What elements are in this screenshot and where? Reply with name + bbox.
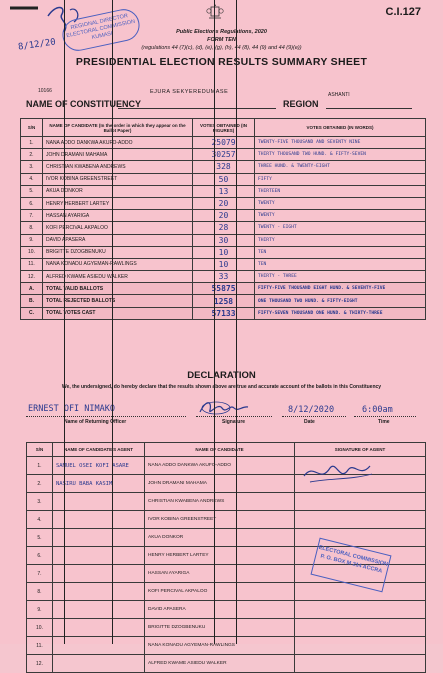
total-label: TOTAL VOTES CAST: [43, 307, 193, 319]
region-label: REGION: [283, 99, 319, 109]
agent-row: [27, 637, 426, 655]
results-row: [21, 246, 426, 258]
agents-header-row: [27, 443, 426, 457]
row-candidate-name: ALFRED KWAME ASIEDU WALKER: [43, 271, 193, 283]
total-sn: C.: [21, 307, 43, 319]
row-votes-figures: 328: [193, 161, 255, 173]
constituency-value: EJURA SEKYEREDUMASE: [150, 89, 229, 95]
agent-candidate-name: AKUA DONKOR: [145, 529, 295, 547]
row-votes-words: THIRTEEN: [255, 185, 426, 197]
scan-line-left: [64, 0, 65, 644]
row-candidate-name: DAVID APASERA: [43, 234, 193, 246]
regulation-ref: (regulations 44 (7)(c), (d), (e), (g), (h), 44 (8), 44 (9) and 44 (9)(e)): [141, 45, 302, 51]
row-votes-words: THIRTY - THREE: [255, 271, 426, 283]
agent-signature-cell: [295, 637, 426, 655]
row-sn: 10.: [21, 246, 43, 258]
agent-name: [53, 529, 145, 547]
agent-signature-cell: [295, 619, 426, 637]
time-line: [354, 416, 416, 417]
row-votes-figures: 33: [193, 271, 255, 283]
row-candidate-name: IVOR KOBINA GREENSTREET: [43, 173, 193, 185]
row-sn: 9.: [21, 234, 43, 246]
officer-line: [26, 416, 186, 417]
agent-name: [53, 637, 145, 655]
row-sn: 1.: [21, 137, 43, 149]
agent-name: [53, 511, 145, 529]
ec-stamp-text: ELECTORAL COMMISSION P. O. BOX M 214 ACCRA: [318, 544, 389, 575]
agent-row-sn: 6.: [27, 547, 53, 565]
agent-row-sn: 3.: [27, 493, 53, 511]
results-row: [21, 149, 426, 161]
coat-of-arms-icon: [206, 4, 224, 20]
row-candidate-name: NANA ADDO DANKWA AKUFO-ADDO: [43, 137, 193, 149]
agent-signature-cell: [295, 493, 426, 511]
results-row: [21, 210, 426, 222]
totals-row: [21, 307, 426, 319]
declaration-time: 6:00am: [362, 405, 393, 415]
col-sn: S/N: [21, 119, 43, 137]
agent-signature-icon: [300, 458, 380, 488]
form-code: C.I.127: [385, 6, 421, 18]
totals-row: [21, 283, 426, 295]
agent-row: [27, 511, 426, 529]
row-sn: 6.: [21, 197, 43, 209]
agent-name: [53, 565, 145, 583]
signature-caption: Signature: [222, 419, 246, 425]
declaration-text: We, the undersigned, do hereby declare that the results shown above are true and accurate account of the ballots in this Constituency: [61, 384, 382, 390]
row-votes-words: TEN: [255, 258, 426, 270]
results-row: [21, 185, 426, 197]
row-candidate-name: CHRISTIAN KWABENA ANDREWS: [43, 161, 193, 173]
agent-candidate-name: NANA ADDO DANKWA AKUFO-ADDO: [145, 457, 295, 475]
agent-row-sn: 5.: [27, 529, 53, 547]
stamp-date: 8/12/20: [17, 37, 57, 53]
total-words: FIFTY-SEVEN THOUSAND ONE HUND. & THIRTY-THREE: [255, 307, 426, 319]
agent-name: [53, 583, 145, 601]
row-sn: 11.: [21, 258, 43, 270]
region-underline: [326, 108, 412, 109]
row-votes-words: TWENTY-FIVE THOUSAND AND SEVENTY NINE: [255, 137, 426, 149]
row-votes-figures: 25079: [193, 137, 255, 149]
row-votes-figures: 30: [193, 234, 255, 246]
agent-candidate-name: KOFI PERCIVAL AKPALOO: [145, 583, 295, 601]
row-votes-words: TWENTY - EIGHT: [255, 222, 426, 234]
row-votes-words: FIFTY: [255, 173, 426, 185]
row-votes-words: THIRTY THOUSAND TWO HUND. & FIFTY-SEVEN: [255, 149, 426, 161]
agents-col-sn: S/N: [27, 443, 53, 457]
agent-row: [27, 619, 426, 637]
page-title: PRESIDENTIAL ELECTION RESULTS SUMMARY SHEET: [75, 56, 368, 68]
row-votes-words: TEN: [255, 246, 426, 258]
row-sn: 4.: [21, 173, 43, 185]
agent-candidate-name: JOHN DRAMANI MAHAMA: [145, 475, 295, 493]
agent-name: [53, 493, 145, 511]
agent-row-sn: 7.: [27, 565, 53, 583]
agent-candidate-name: HENRY HERBERT LARTEY: [145, 547, 295, 565]
total-sn: A.: [21, 283, 43, 295]
agent-candidate-name: IVOR KOBINA GREENSTREET: [145, 511, 295, 529]
agent-signature-cell: [295, 655, 426, 673]
date-caption: Date: [304, 419, 315, 425]
row-votes-figures: 10: [193, 258, 255, 270]
total-figures: 55875: [193, 283, 255, 295]
regional-stamp-text: REGIONAL DIRECTOR ELECTORAL COMMISSION KUMASI: [65, 13, 136, 41]
row-sn: 12.: [21, 271, 43, 283]
officer-caption: Name of Returning Officer: [64, 419, 127, 425]
constituency-label: NAME OF CONSTITUENCY: [26, 99, 142, 109]
total-words: ONE THOUSAND TWO HUND. & FIFTY-EIGHT: [255, 295, 426, 307]
agent-row-sn: 1.: [27, 457, 53, 475]
agent-candidate-name: ALFRED KWAME ASIEDU WALKER: [145, 655, 295, 673]
agent-row-sn: 8.: [27, 583, 53, 601]
time-caption: Time: [378, 419, 390, 425]
row-sn: 5.: [21, 185, 43, 197]
agent-name: [53, 655, 145, 673]
row-votes-figures: 13: [193, 185, 255, 197]
results-row: [21, 197, 426, 209]
agent-name: [53, 547, 145, 565]
row-votes-words: THIRTY: [255, 234, 426, 246]
row-candidate-name: JOHN DRAMANI MAHAMA: [43, 149, 193, 161]
agent-name: SAMUEL OSEI KOFI ASARE: [53, 457, 145, 475]
agent-name: NASIRU BABA KASIM: [53, 475, 145, 493]
row-votes-words: THREE HUND. & TWENTY-EIGHT: [255, 161, 426, 173]
total-words: FIFTY-FIVE THOUSAND EIGHT HUND. & SEVENTY-FIVE: [255, 283, 426, 295]
agent-candidate-name: CHRISTIAN KWABENA ANDREWS: [145, 493, 295, 511]
results-row: [21, 271, 426, 283]
agents-col-signature: SIGNATURE OF AGENT: [295, 443, 426, 457]
total-label: TOTAL VALID BALLOTS: [43, 283, 193, 295]
constituency-code: 10166: [38, 88, 52, 94]
declaration-title: DECLARATION: [187, 370, 256, 381]
row-votes-figures: 20: [193, 197, 255, 209]
row-sn: 3.: [21, 161, 43, 173]
row-sn: 7.: [21, 210, 43, 222]
agent-row: [27, 529, 426, 547]
agent-signature-cell: [295, 601, 426, 619]
signature-line: [196, 416, 272, 417]
scan-line-right: [236, 0, 237, 644]
returning-officer-name: ERNEST OFI NIMAKO: [28, 404, 115, 414]
scan-line-mid: [112, 0, 113, 644]
row-votes-words: TWENTY: [255, 197, 426, 209]
agent-candidate-name: HASSAN AYARIGA: [145, 565, 295, 583]
total-label: TOTAL REJECTED BALLOTS: [43, 295, 193, 307]
col-candidate: NAME OF CANDIDATE (In the order in which they appear on the Ballot Paper): [43, 119, 193, 137]
results-row: [21, 137, 426, 149]
agent-row-sn: 4.: [27, 511, 53, 529]
row-candidate-name: BRIGITTE DZOGBENUKU: [43, 246, 193, 258]
agent-signature-cell: [295, 511, 426, 529]
row-candidate-name: KOFI PERCIVAL AKPALOO: [43, 222, 193, 234]
results-row: [21, 161, 426, 173]
agent-candidate-name: DAVID APASERA: [145, 601, 295, 619]
regulation-title: Public Elections Regulations, 2020: [176, 29, 267, 35]
agent-row-sn: 10.: [27, 619, 53, 637]
form-name: FORM TEN: [207, 37, 236, 43]
results-header-row: [21, 119, 426, 137]
agent-row: [27, 493, 426, 511]
results-row: [21, 234, 426, 246]
agent-row-sn: 2.: [27, 475, 53, 493]
agent-candidate-name: NANA KONADU AGYEMAN-RAWLINGS: [145, 637, 295, 655]
row-votes-figures: 50: [193, 173, 255, 185]
row-votes-figures: 20: [193, 210, 255, 222]
agent-name: [53, 601, 145, 619]
total-figures: 57133: [193, 307, 255, 319]
row-votes-figures: 10: [193, 246, 255, 258]
date-line: [282, 416, 346, 417]
results-body: [21, 137, 426, 320]
total-figures: 1258: [193, 295, 255, 307]
agent-row-sn: 11.: [27, 637, 53, 655]
scan-line-center: [214, 0, 215, 644]
col-words: VOTES OBTAINED (IN WORDS): [255, 119, 426, 137]
results-row: [21, 222, 426, 234]
agent-signature-cell: [295, 529, 426, 547]
results-table: [20, 118, 426, 320]
results-row: [21, 258, 426, 270]
results-row: [21, 173, 426, 185]
row-candidate-name: NANA KONADU AGYEMAN-RAWLINGS: [43, 258, 193, 270]
row-votes-words: TWENTY: [255, 210, 426, 222]
total-sn: B.: [21, 295, 43, 307]
agent-row: [27, 655, 426, 673]
row-candidate-name: AKUA DONKOR: [43, 185, 193, 197]
agent-candidate-name: BRIGITTE DZOGBENUKU: [145, 619, 295, 637]
region-value: ASHANTI: [328, 92, 350, 98]
officer-signature-icon: [196, 398, 252, 418]
agents-col-agent: NAME OF CANDIDATE'S AGENT: [53, 443, 145, 457]
agent-row-sn: 9.: [27, 601, 53, 619]
row-sn: 2.: [21, 149, 43, 161]
row-candidate-name: HENRY HERBERT LARTEY: [43, 197, 193, 209]
constituency-underline: [118, 108, 276, 109]
declaration-date: 8/12/2020: [288, 405, 335, 415]
col-figures: VOTES OBTAINED (IN FIGURES): [193, 119, 255, 137]
row-votes-figures: 28: [193, 222, 255, 234]
row-candidate-name: HASSAN AYARIGA: [43, 210, 193, 222]
agent-name: [53, 619, 145, 637]
totals-row: [21, 295, 426, 307]
agent-row: [27, 601, 426, 619]
row-votes-figures: 30257: [193, 149, 255, 161]
agent-row-sn: 12.: [27, 655, 53, 673]
agents-col-candidate: NAME OF CANDIDATE: [145, 443, 295, 457]
row-sn: 8.: [21, 222, 43, 234]
